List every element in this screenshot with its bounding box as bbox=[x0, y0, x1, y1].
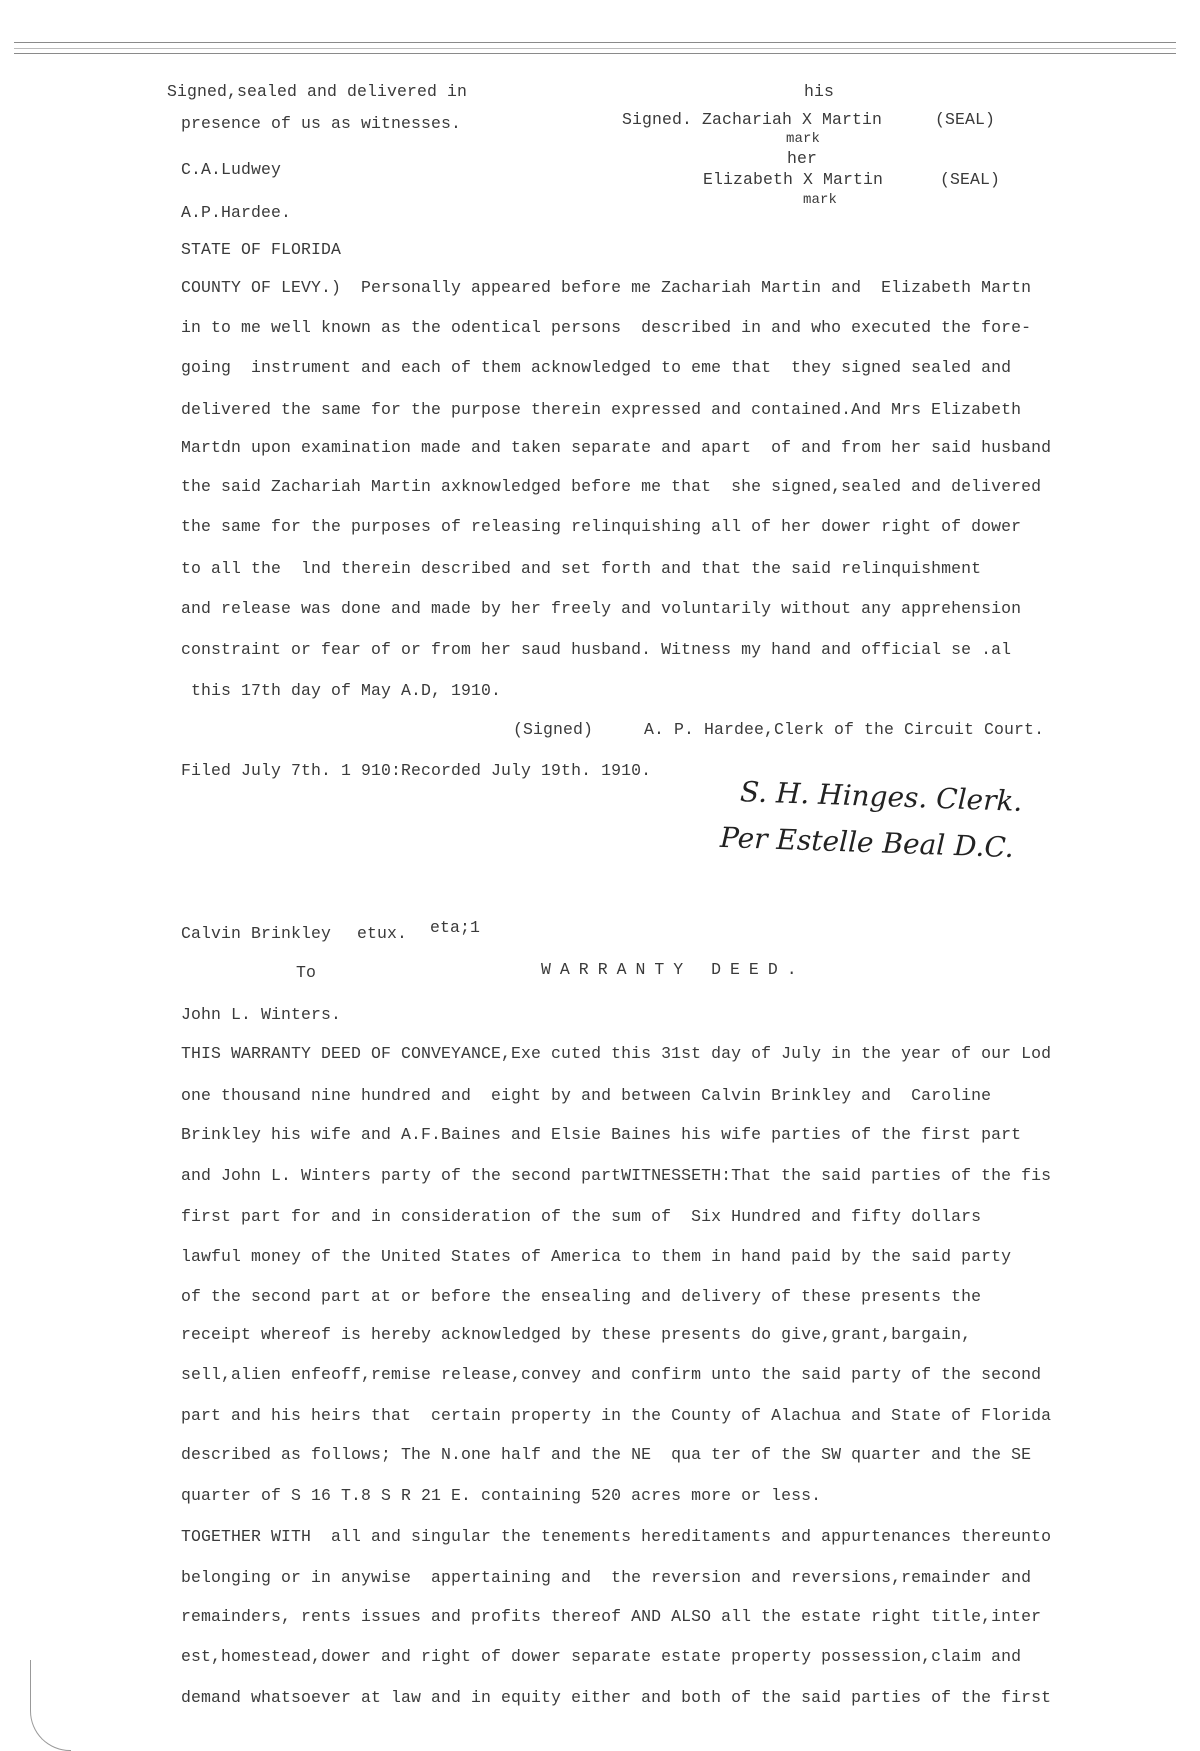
handwritten-clerk-signature: S. H. Hinges. Clerk. bbox=[739, 775, 1023, 818]
body-line: in to me well known as the odentical persons described in and who executed the fore- bbox=[181, 318, 1032, 337]
body-line: delivered the same for the purpose therein expressed and contained.And Mrs Elizabeth bbox=[181, 400, 1022, 419]
top-border-line bbox=[14, 53, 1176, 54]
grantee-name: John L. Winters. bbox=[181, 1005, 342, 1024]
body-line: demand whatsoever at law and in equity either and both of the said parties of the first bbox=[181, 1688, 1052, 1707]
body-line: receipt whereof is hereby acknowledged by these presents do give,grant,bargain, bbox=[181, 1325, 972, 1344]
body-line: and John L. Winters party of the second partWITNESSETH:That the said parties of the fis bbox=[181, 1166, 1052, 1185]
body-line: described as follows; The N.one half and the NE qua ter of the SW quarter and the SE bbox=[181, 1445, 1032, 1464]
body-line: sell,alien enfeoff,remise release,convey and confirm unto the said party of the second bbox=[181, 1365, 1042, 1384]
seal-label: (SEAL) bbox=[940, 170, 1001, 189]
body-line: THIS WARRANTY DEED OF CONVEYANCE,Exe cuted this 31st day of July in the year of our Lod bbox=[181, 1044, 1052, 1063]
deed-title: WARRANTY DEED. bbox=[541, 960, 806, 979]
body-line: part and his heirs that certain property in the County of Alachua and State of Florida bbox=[181, 1406, 1052, 1425]
handwritten-deputy-signature: Per Estelle Beal D.C. bbox=[719, 820, 1015, 865]
body-line: Brinkley his wife and A.F.Baines and Elsie Baines his wife parties of the first part bbox=[181, 1125, 1022, 1144]
top-border-line bbox=[14, 42, 1176, 43]
body-line: quarter of S 16 T.8 S R 21 E. containing 520 acres more or less. bbox=[181, 1486, 822, 1505]
body-line: this 17th day of May A.D, 1910. bbox=[181, 681, 502, 700]
witness-name: A.P.Hardee. bbox=[181, 203, 292, 222]
body-line: constraint or fear of or from her saud husband. Witness my hand and official se .al bbox=[181, 640, 1012, 659]
signed-label: (Signed) bbox=[513, 720, 594, 739]
signature-elizabeth: Elizabeth X Martin bbox=[703, 170, 884, 189]
etal-label: eta;1 bbox=[430, 918, 481, 937]
body-line: lawful money of the United States of America to them in hand paid by the said party bbox=[181, 1247, 1012, 1266]
etux-label: etux. bbox=[357, 924, 408, 943]
text-line: presence of us as witnesses. bbox=[181, 114, 462, 133]
body-line: and release was done and made by her freely and voluntarily without any apprehension bbox=[181, 599, 1022, 618]
signature-zachariah: Signed. Zachariah X Martin bbox=[622, 110, 883, 129]
body-line: of the second part at or before the ensealing and delivery of these presents the bbox=[181, 1287, 982, 1306]
state-heading: STATE OF FLORIDA bbox=[181, 240, 342, 259]
his-label: his bbox=[804, 82, 835, 101]
to-label: To bbox=[296, 963, 317, 982]
grantor-name: Calvin Brinkley bbox=[181, 924, 332, 943]
body-line: the same for the purposes of releasing relinquishing all of her dower right of dower bbox=[181, 517, 1022, 536]
county-line: COUNTY OF LEVY.) Personally appeared before me Zachariah Martin and Elizabeth Martn bbox=[181, 278, 1032, 297]
witness-name: C.A.Ludwey bbox=[181, 160, 282, 179]
clerk-signature: A. P. Hardee,Clerk of the Circuit Court. bbox=[644, 720, 1045, 739]
body-line: Martdn upon examination made and taken separate and apart of and from her said husband bbox=[181, 438, 1052, 457]
body-line: belonging or in anywise appertaining and the reversion and reversions,remainder and bbox=[181, 1568, 1032, 1587]
her-label: her bbox=[787, 149, 818, 168]
body-line: first part for and in consideration of the sum of Six Hundred and fifty dollars bbox=[181, 1207, 982, 1226]
body-line: remainders, rents issues and profits thereof AND ALSO all the estate right title,inter bbox=[181, 1607, 1042, 1626]
top-border-line bbox=[14, 48, 1176, 49]
body-line: going instrument and each of them acknowledged to eme that they signed sealed and bbox=[181, 358, 1012, 377]
body-line: est,homestead,dower and right of dower separate estate property possession,claim and bbox=[181, 1647, 1022, 1666]
mark-label: mark bbox=[803, 192, 838, 208]
page-edge bbox=[30, 1660, 71, 1751]
body-line: one thousand nine hundred and eight by and between Calvin Brinkley and Caroline bbox=[181, 1086, 992, 1105]
seal-label: (SEAL) bbox=[935, 110, 996, 129]
mark-label: mark bbox=[786, 131, 821, 147]
body-line: the said Zachariah Martin axknowledged before me that she signed,sealed and delivered bbox=[181, 477, 1042, 496]
body-line: TOGETHER WITH all and singular the tenements hereditaments and appurtenances thereunto bbox=[181, 1527, 1052, 1546]
text-line: Signed,sealed and delivered in bbox=[167, 82, 468, 101]
body-line: to all the lnd therein described and set forth and that the said relinquishment bbox=[181, 559, 982, 578]
filed-recorded-line: Filed July 7th. 1 910:Recorded July 19th. 1910. bbox=[181, 761, 652, 780]
